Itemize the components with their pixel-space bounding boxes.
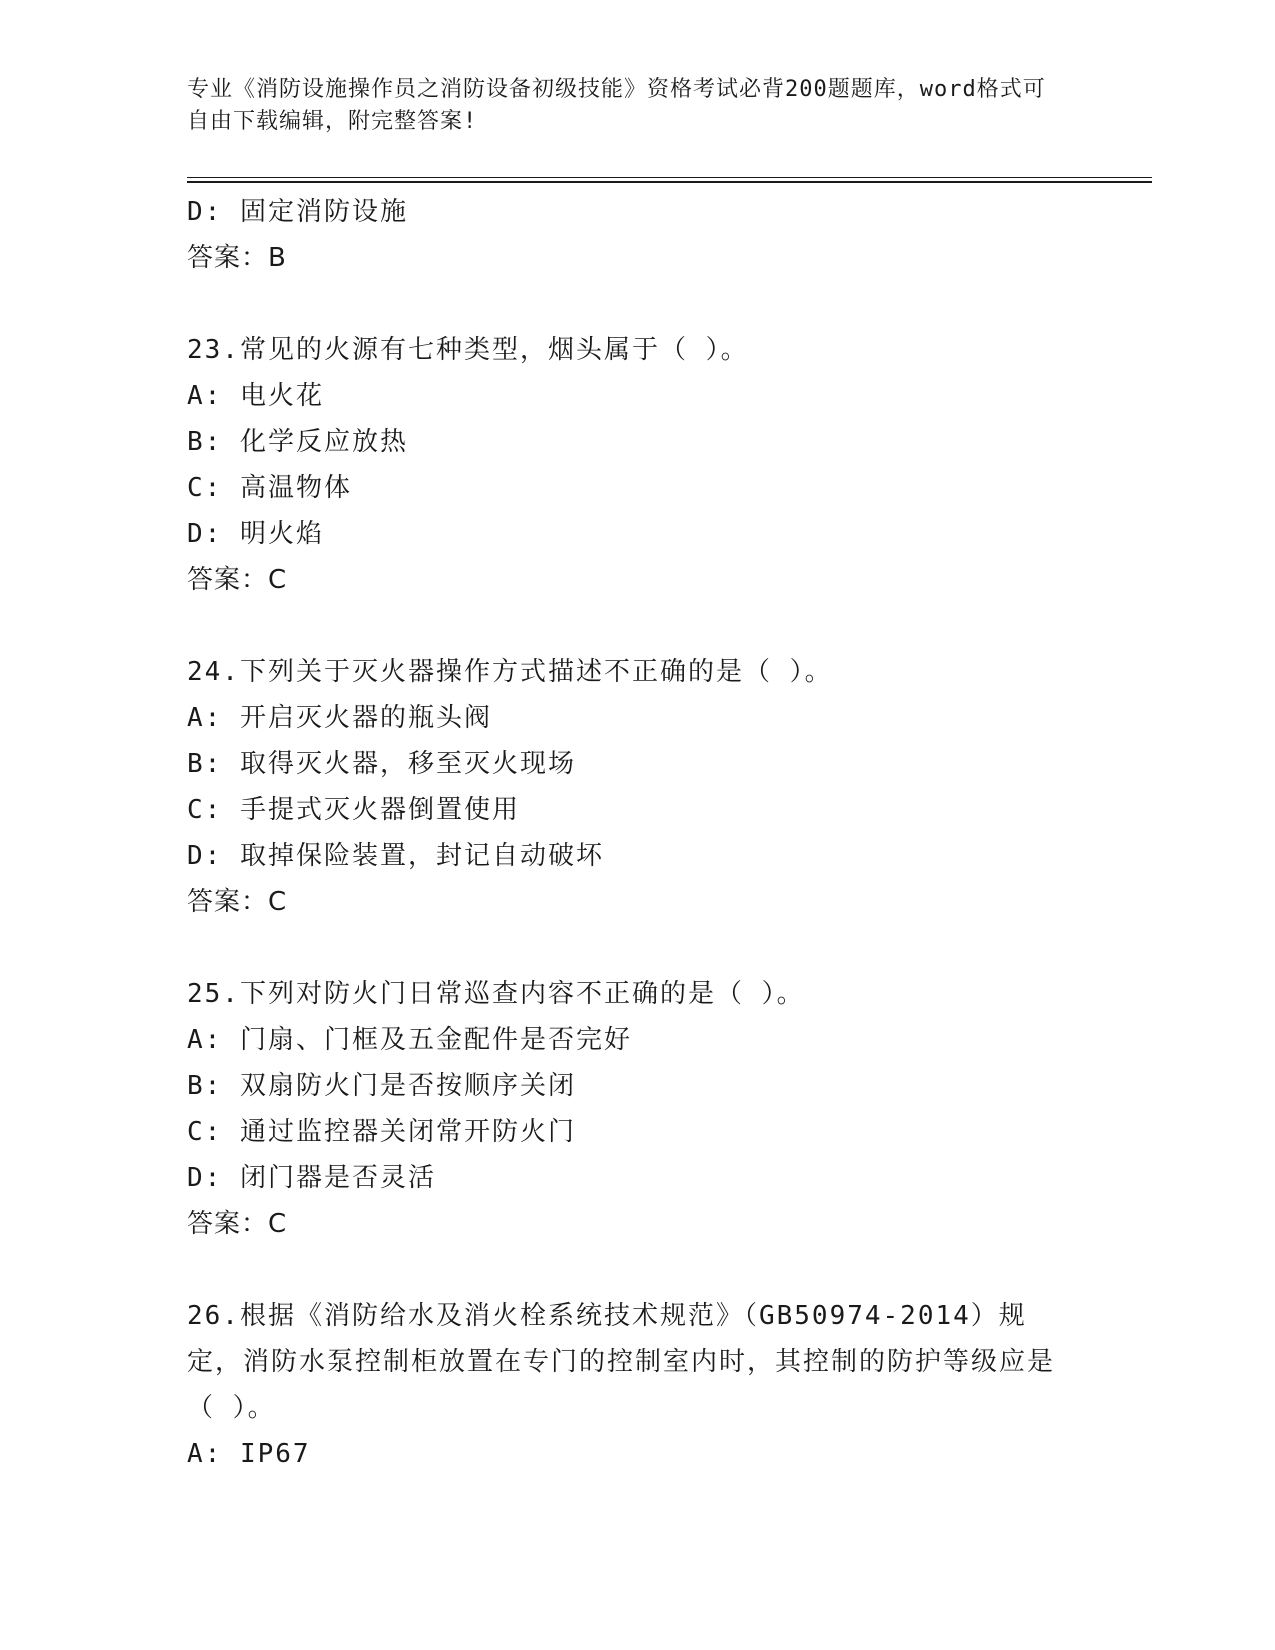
- option-a: A: IP67: [187, 1439, 311, 1469]
- question-stem: 26.根据《消防给水及消火栓系统技术规范》（GB50974-2014）规定，消防水泵控制柜放置在专门的控制室内时，其控制的防护等级应是（ ）。: [187, 1301, 1056, 1423]
- question-stem: 23.常见的火源有七种类型，烟头属于（ ）。: [187, 335, 749, 365]
- answer: 答案：C: [187, 887, 288, 917]
- question-24: [187, 649, 1087, 925]
- header-divider-thick: [187, 181, 1152, 183]
- option-c: C: 手提式灭火器倒置使用: [187, 795, 520, 825]
- option-a: A: 电火花: [187, 381, 324, 411]
- option-b: B: 双扇防火门是否按顺序关闭: [187, 1071, 576, 1101]
- option-d: D: 闭门器是否灵活: [187, 1163, 436, 1193]
- option-d: D: 取掉保险装置，封记自动破坏: [187, 841, 604, 871]
- option-c: C: 高温物体: [187, 473, 352, 503]
- document-header: 专业《消防设施操作员之消防设备初级技能》资格考试必背200题题库，word格式可自由下载编辑，附完整答案!: [187, 77, 1046, 134]
- header-divider-thin: [187, 177, 1152, 178]
- question-25: [187, 971, 1087, 1247]
- answer: 答案：C: [187, 565, 288, 595]
- previous-question-tail: [187, 189, 1087, 281]
- question-list: [187, 189, 1087, 1477]
- answer: 答案：C: [187, 1209, 288, 1239]
- option-c: C: 通过监控器关闭常开防火门: [187, 1117, 576, 1147]
- option-a: A: 门扇、门框及五金配件是否完好: [187, 1025, 632, 1055]
- option-b: B: 化学反应放热: [187, 427, 408, 457]
- option-b: B: 取得灭火器，移至灭火现场: [187, 749, 576, 779]
- answer: 答案：B: [187, 243, 287, 273]
- option-d: D: 明火焰: [187, 519, 324, 549]
- question-stem: 24.下列关于灭火器操作方式描述不正确的是（ ）。: [187, 657, 833, 687]
- option-a: A: 开启灭火器的瓶头阀: [187, 703, 492, 733]
- question-stem: 25.下列对防火门日常巡查内容不正确的是（ ）。: [187, 979, 805, 1009]
- question-23: [187, 327, 1087, 603]
- option-d: D: 固定消防设施: [187, 197, 408, 227]
- question-26: [187, 1293, 1087, 1477]
